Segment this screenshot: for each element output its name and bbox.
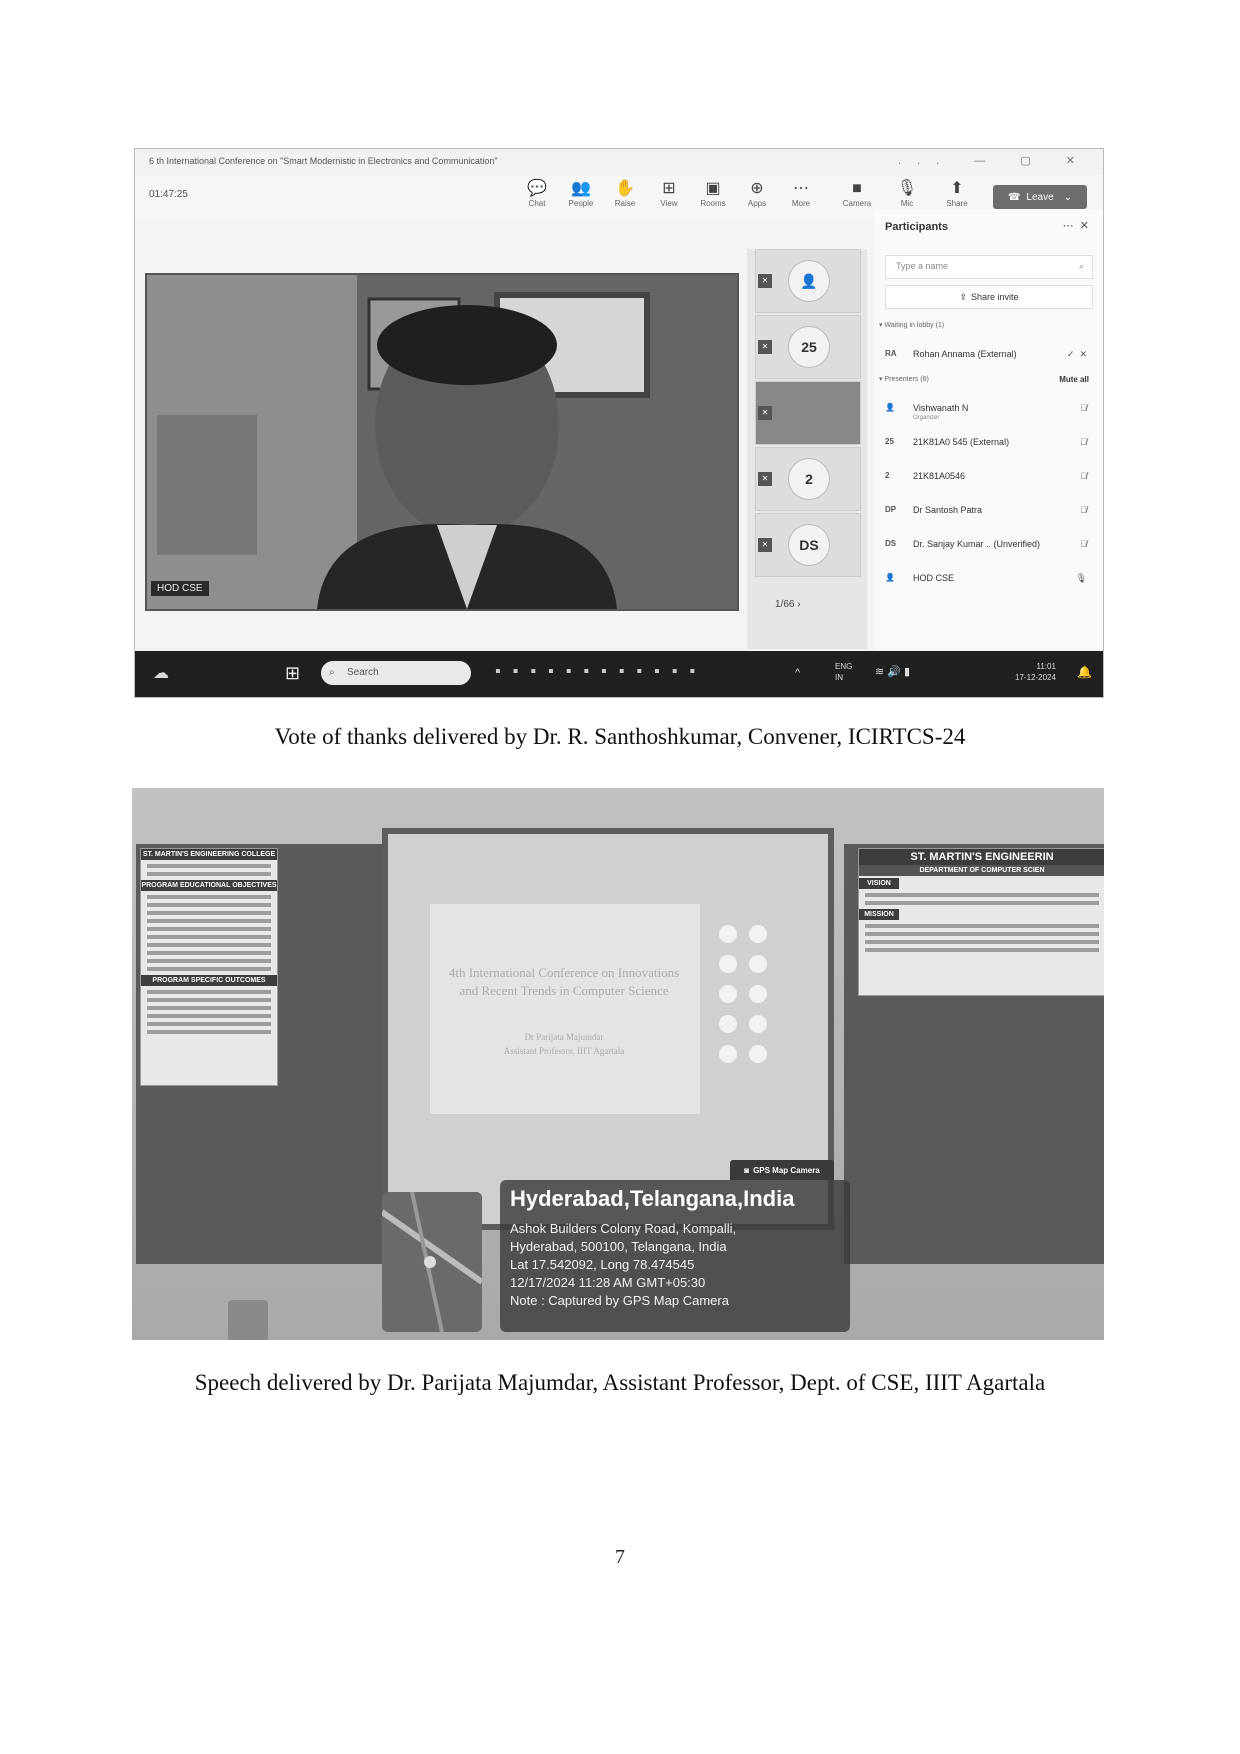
gps-city: Hyderabad,Telangana,India <box>510 1186 795 1211</box>
view-button[interactable]: ⊞ View <box>647 179 691 208</box>
avatar: DS <box>788 524 830 566</box>
mute-all-button[interactable]: Mute all <box>1059 375 1089 384</box>
ellipsis-icon: ⋯ <box>793 180 809 197</box>
share-icon: ⬆ <box>950 180 964 197</box>
map-thumbnail-image <box>382 1192 482 1332</box>
left-poster: ST. MARTIN'S ENGINEERING COLLEGE PROGRAM EDUCATIONAL OBJECTIVES PROGRAM SPECIFIC OUTCOMES <box>140 848 278 1086</box>
gps-address-line: Hyderabad, 500100, Telangana, India <box>510 1239 727 1254</box>
right-notice-board <box>844 844 1104 1264</box>
people-icon: 👥 <box>571 180 591 197</box>
notification-bell-icon[interactable]: 🔔 <box>1077 665 1092 679</box>
chevron-down-icon: ⌄ <box>1063 191 1073 203</box>
mic-off-icon: 🎙 <box>896 180 918 197</box>
search-icon: ⌕ <box>1078 261 1084 271</box>
widgets-icon[interactable]: ☁ <box>153 665 169 682</box>
projection-photo <box>132 788 1104 1340</box>
page-number: 7 <box>615 1546 625 1568</box>
presentation-slide <box>430 904 700 1114</box>
people-button[interactable]: 👥 People <box>559 179 603 208</box>
phone-icon: ☎ <box>1007 191 1021 203</box>
window-title: 6 th International Conference on "Smart Modernistic in Electronics and Communication" <box>149 156 498 166</box>
tray-chevron-icon[interactable]: ^ <box>795 667 801 679</box>
mic-off-icon[interactable]: 🎙̸ <box>1080 539 1087 549</box>
gps-camera-tag: ◙ GPS Map Camera <box>730 1160 834 1180</box>
panel-title: Participants <box>885 221 948 233</box>
mic-off-icon: ✕ <box>758 472 772 486</box>
slide-dot-grid <box>708 914 788 1114</box>
participant-tile-photo[interactable] <box>755 249 861 313</box>
panel-controls[interactable] <box>1063 219 1089 232</box>
network-volume-battery-icons[interactable]: ≋ 🔊 ▮ <box>875 666 911 678</box>
gps-address-line: Ashok Builders Colony Road, Kompalli, <box>510 1221 737 1236</box>
gps-info-box <box>500 1180 850 1332</box>
slide-author: Dr Parijata Majumdar Assistant Professor, IIIT Agartala <box>503 1032 625 1056</box>
presenter-row[interactable]: DP Dr Santosh Patra 🎙̸ <box>885 505 1087 515</box>
stage-name-label: HOD CSE <box>151 581 209 596</box>
right-poster: ST. MARTIN'S ENGINEERIN DEPARTMENT OF COMPUTER SCIEN VISION MISSION <box>858 848 1104 996</box>
search-icon: ⌕ <box>329 667 335 678</box>
mic-off-icon: ✕ <box>758 274 772 288</box>
mic-icon[interactable]: 🎙 <box>1075 573 1087 583</box>
share-icon: ⇪ <box>959 291 967 302</box>
taskbar-app-icons[interactable]: ▪▪▪▪▪▪▪▪▪▪▪▪ <box>495 663 708 680</box>
gps-map-thumbnail <box>382 1192 482 1332</box>
plus-icon: ⊕ <box>750 180 764 197</box>
close-icon[interactable]: ✕ <box>1079 220 1089 232</box>
leave-button[interactable]: ☎ Leave ⌄ <box>993 185 1087 209</box>
chat-button[interactable]: 💬 Chat <box>515 179 559 208</box>
presenter-row[interactable]: DS Dr. Sanjay Kumar .. (Unverified) 🎙̸ <box>885 539 1087 549</box>
clock[interactable]: 11:01 17-12-2024 <box>1015 662 1056 682</box>
mic-button[interactable]: 🎙 Mic <box>885 179 929 208</box>
share-button[interactable]: ⬆ Share <box>935 179 979 208</box>
more-button[interactable]: ⋯ More <box>779 179 823 208</box>
waiting-participant-row[interactable]: RA Rohan Annama (External) ✓ ✕ <box>885 349 1087 359</box>
mic-off-icon: ✕ <box>758 406 772 420</box>
meeting-timer: 01:47:25 <box>149 189 188 200</box>
bottle <box>228 1300 268 1340</box>
presenter-row[interactable]: 2 21K81A0546 🎙̸ <box>885 471 1087 481</box>
presenter-row[interactable]: 25 21K81A0 545 (External) 🎙̸ <box>885 437 1087 447</box>
video-tile-strip <box>747 249 867 649</box>
start-icon[interactable]: ⊞ <box>285 663 301 683</box>
participant-tile[interactable] <box>755 315 861 379</box>
mic-off-icon[interactable]: 🎙̸ <box>1080 437 1087 447</box>
teams-meeting-screenshot <box>134 148 1104 698</box>
gps-note: Note : Captured by GPS Map Camera <box>510 1293 729 1308</box>
window-titlebar <box>135 149 1103 175</box>
presenter-row[interactable]: 👤 Vishwanath N Organizer 🎙̸ <box>885 403 1087 421</box>
left-notice-board <box>136 844 382 1264</box>
rooms-icon: ▣ <box>705 180 721 197</box>
participant-video-tile[interactable] <box>755 381 861 445</box>
avatar: 2 <box>788 458 830 500</box>
mic-off-icon: ✕ <box>758 340 772 354</box>
grid-icon: ⊞ <box>662 180 676 197</box>
rooms-button[interactable]: ▣ Rooms <box>691 179 735 208</box>
avatar: 👤 <box>788 260 830 302</box>
mic-off-icon[interactable]: 🎙̸ <box>1080 505 1087 515</box>
apps-button[interactable]: ⊕ Apps <box>735 179 779 208</box>
mic-off-icon: ✕ <box>758 538 772 552</box>
avatar: 👤 <box>885 403 895 412</box>
self-row[interactable]: 👤 HOD CSE 🎙 <box>885 573 1087 583</box>
camera-icon: ◙ <box>744 1165 750 1175</box>
mic-off-icon[interactable]: 🎙̸ <box>1080 403 1087 413</box>
gps-timestamp: 12/17/2024 11:28 AM GMT+05:30 <box>510 1275 706 1290</box>
chat-icon: 💬 <box>527 180 547 197</box>
taskbar-search-input[interactable]: ⌕ Search <box>321 661 471 685</box>
raise-hand-button[interactable]: ✋ Raise <box>603 179 647 208</box>
participant-tile[interactable] <box>755 513 861 577</box>
avatar: 25 <box>788 326 830 368</box>
avatar: 👤 <box>885 573 895 582</box>
admit-deny-icons[interactable]: ✓ ✕ <box>1066 349 1087 359</box>
main-video-stage <box>145 273 739 611</box>
chevron-right-icon: › <box>797 599 801 610</box>
camera-button[interactable]: ■ Camera <box>835 179 879 208</box>
caption-vote-of-thanks: Vote of thanks delivered by Dr. R. Santhoshkumar, Convener, ICIRTCS-24 <box>274 724 966 749</box>
participants-panel <box>875 209 1103 649</box>
caption-speech: Speech delivered by Dr. Parijata Majumdar, Assistant Professor, Dept. of CSE, IIIT Agartala <box>194 1370 1046 1395</box>
waiting-section-label[interactable]: ▾ Waiting in lobby (1) <box>879 322 945 329</box>
slide-title: 4th International Conference on Innovations and Recent Trends in Computer Science <box>448 965 680 998</box>
mic-off-icon[interactable]: 🎙̸ <box>1080 471 1087 481</box>
gps-coordinates: Lat 17.542092, Long 78.474545 <box>510 1257 695 1272</box>
hand-icon: ✋ <box>615 180 635 197</box>
ellipsis-icon[interactable]: ⋯ <box>1062 220 1074 232</box>
tile-pager[interactable]: 1/66 › <box>775 599 801 610</box>
camera-off-icon: ■ <box>852 180 862 197</box>
participant-tile[interactable] <box>755 447 861 511</box>
participant-search-input[interactable]: Type a name ⌕ <box>885 255 1093 279</box>
language-indicator[interactable]: ENG IN <box>835 662 853 682</box>
windows-taskbar <box>135 651 1103 697</box>
window-controls[interactable]: ... — ▢ ✕ <box>898 155 1091 167</box>
speaker-video <box>147 275 737 609</box>
share-invite-button[interactable]: ⇪ Share invite <box>885 285 1093 309</box>
presenters-section-label[interactable]: ▾ Presenters (6) <box>879 376 929 383</box>
